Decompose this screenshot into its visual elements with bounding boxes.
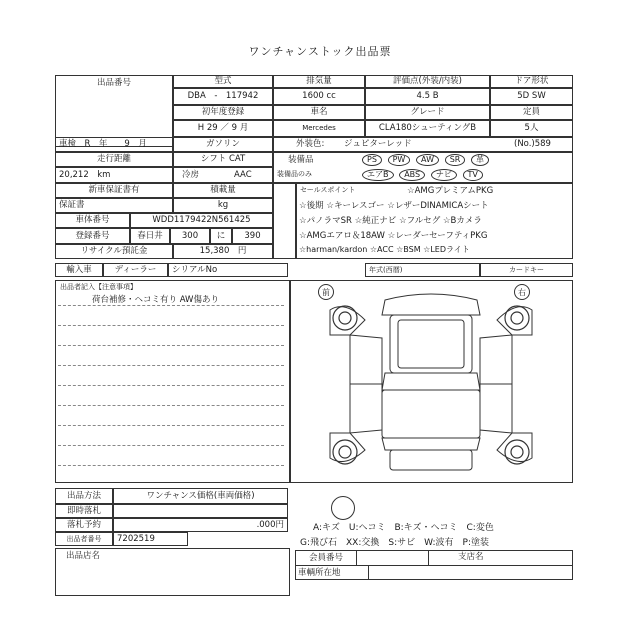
rear-glass-shape [382,438,480,450]
door-label: ドア形状 [490,75,573,88]
seller-name-label: 出品店名 [66,551,101,561]
seller-name-box [55,548,290,596]
equip-abs: ABS [399,169,425,181]
import-label: 輸入車 [55,263,103,277]
equipment-note: 装備品のみ [277,170,312,178]
roof-shape [382,390,480,438]
score-value: 4.5 B [365,88,490,105]
door-value: 5D SW [490,88,573,105]
wheel-rear-right [505,440,529,464]
model-label: 型式 [173,75,273,88]
sales-point-3: ☆パノラマSR ☆純正ナビ ☆フルセグ ☆Bカメラ [299,216,482,226]
equip-pw: PW [388,154,411,166]
registration-label: 登録番号 [55,228,130,244]
equipment-items-bottom [362,169,486,181]
immediate-bid-value [113,504,288,518]
notes-header: 出品者記入【注意事項】 [60,283,137,291]
notes-rule [58,325,284,326]
equip-leather: 革 [471,154,489,166]
immediate-bid-label: 即時落札 [55,504,113,518]
notes-rule [58,405,284,406]
grade-value: CLA180シューティングB [365,120,490,137]
registration-kana: に [210,228,232,244]
wheel-front-right [505,306,529,330]
damage-legend-line-2: G:飛び石 XX:交換 S:サビ W:波有 P:塗装 [300,538,489,548]
member-info-box [295,550,573,580]
windshield-shape [382,373,480,390]
sales-point-4: ☆AMGエアロ＆18AW ☆レーダーセーフティPKG [299,231,488,241]
wheel-front-left [333,306,357,330]
notes-rule [58,465,284,466]
sales-spacer [273,183,296,259]
notes-rule [58,445,284,446]
sales-points-label: セールスポイント [300,186,356,194]
recycle-value: 15,380 円 [173,244,273,259]
branch-label: 支店名 [458,552,484,562]
sales-point-2: ☆後期 ☆キーレスゴー ☆レザーDINAMICAシート [299,201,489,211]
member-number-label: 出品者番号 [55,532,113,546]
serial-label: シリアルNo [168,263,288,277]
first-registration-value: H 29 ／ 9 月 [173,120,273,137]
capacity-value: 5人 [490,120,573,137]
grade-label: グレード [365,105,490,120]
ac-row [173,167,273,183]
first-registration-label: 初年度登録 [173,105,273,120]
sales-point-5: ☆harman/kardon ☆ACC ☆BSM ☆LEDライト [299,245,470,254]
sheet-title: ワンチャンストック出品票 [248,45,392,58]
manual: 保証書 [55,198,173,213]
fuel-type: ガソリン [173,137,273,152]
front-bumper-shape [382,294,480,315]
mileage-label: 走行距離 [55,152,173,167]
notes-rule [58,385,284,386]
wheel-rear-left [333,440,357,464]
equipment-label: 装備品 [288,155,314,165]
notes-rule [58,425,284,426]
color-value: ジュピターレッド [344,139,412,149]
ac-label: 冷房 [182,170,200,180]
dealer-label: ディーラー [103,263,168,277]
exhibit-method-label: 出品方法 [55,488,113,504]
ac-value: AAC [234,170,252,180]
equipment-items-top [362,154,492,166]
shift-type: シフト CAT [173,152,273,167]
exhibit-method-value: ワンチャンス価格(車両価格) [113,488,288,504]
score-label: 評価点(外装/内装) [365,75,490,88]
equip-aw: AW [416,154,439,166]
displacement-value: 1600 cc [273,88,365,105]
load-capacity-unit: kg [173,198,273,213]
member-number-field-label: 会員番号 [296,551,357,566]
capacity-label: 定員 [490,105,573,120]
trunk-shape [390,450,472,470]
branch-field [428,551,572,566]
notes-line-1: 荷台補修・ヘコミ有り AW傷あり [92,295,219,305]
load-capacity-label: 積載量 [173,183,273,198]
sales-points-block [296,183,573,259]
card-key-label: カードキー [480,263,573,277]
front-marker: 前 [318,284,334,300]
registration-class: 300 [170,228,210,244]
damage-legend-line-1: A:キズ U:ヘコミ B:キズ・ヘコミ C:変色 [313,523,494,533]
recycle-label: リサイクル預託金 [55,244,173,259]
lot-number-label: 出品番号 [96,78,131,88]
exterior-color-row [273,137,573,152]
model-value: DBA - 117942 [173,88,273,105]
maker-label: 車名 [273,105,365,120]
spare-wheel-circle [331,496,355,520]
color-number: (No.)589 [514,139,551,149]
notes-rule [58,365,284,366]
equipment-block [273,152,573,183]
registration-number: 390 [232,228,273,244]
notes-rule [58,305,284,306]
sales-point-1: ☆AMGプレミアムPKG [407,186,494,196]
notes-box [55,280,290,483]
reserve-price: .000円 [113,518,288,532]
equip-airbag: エアB [362,169,394,181]
notes-rule [58,345,284,346]
hood-shape [390,315,472,373]
member-number-field-value [356,551,429,566]
car-outline-diagram [290,280,573,483]
maker-value: Mercedes [273,120,365,137]
new-car-warranty: 新車保証書有 [55,183,173,198]
displacement-label: 排気量 [273,75,365,88]
reserve-label: 落札予約 [55,518,113,532]
color-label: 外装色: [296,139,325,149]
equip-sr: SR [445,154,466,166]
inspection-expiry: 車検 R 年 9 月 [55,137,173,152]
equip-navi: ナビ [431,169,457,181]
member-number-value: 7202519 [113,532,188,546]
registration-prefix: 春日井 [130,228,170,244]
vin-label: 車体番号 [55,213,130,228]
equip-ps: PS [362,154,382,166]
location-label: 車輌所在地 [296,566,369,580]
mileage-value: 20,212 km [55,167,173,183]
right-marker: 右 [514,284,530,300]
equip-tv: TV [463,169,483,181]
vin-value: WDD1179422N561425 [130,213,273,228]
year-label: 年式(西暦) [365,263,480,277]
